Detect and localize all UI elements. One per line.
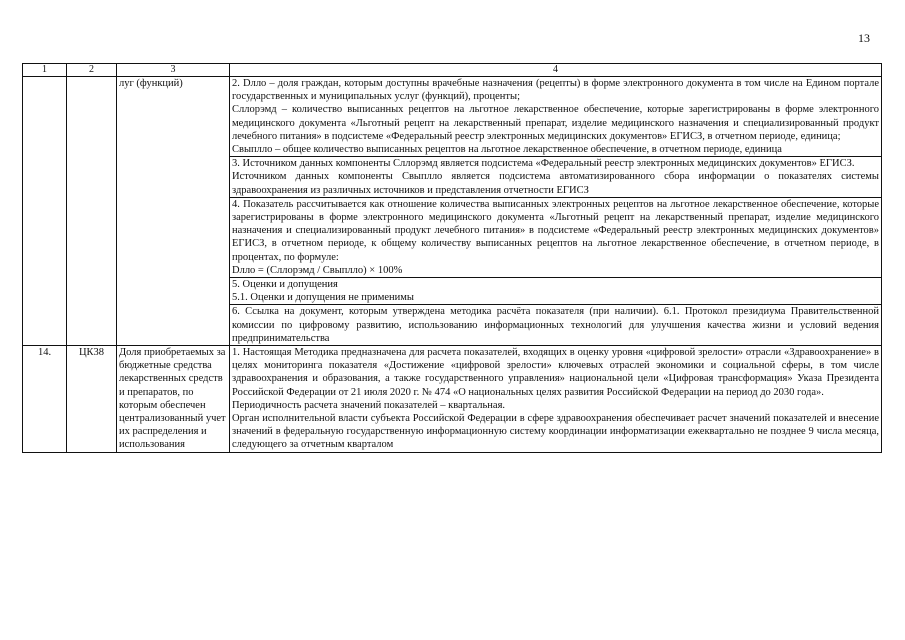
method-cell [230, 346, 882, 453]
method-paragraph: Орган исполнительной власти субъекта Российской Федерации в сфере здравоохранения обеспечивает расчет значений показателей и внесение значений в федеральную государственную информационную систему координации информатизации ежеквартально не позднее 9 числа месяца, следующего за отчетным кварталом [232, 413, 879, 451]
indicator-name-cell [117, 77, 230, 346]
column-header: 1 [23, 64, 67, 77]
number-cell [23, 77, 67, 346]
method-paragraph: Свыплло – общее количество выписанных рецептов на льготное лекарственное обеспечение, в отчетном периоде, единица [232, 144, 782, 156]
table-header-row [23, 64, 882, 77]
method-cell [230, 278, 882, 305]
method-cell [230, 197, 882, 277]
column-header: 3 [117, 64, 230, 77]
indicator-name: Доля приобретаемых за бюджетные средства лекарственных средств и препаратов, по которым обеспечен централизованный учет их распределения и использования [119, 347, 226, 451]
method-cell [230, 305, 882, 346]
indicator-name-continuation: луг (функций) [119, 78, 183, 89]
method-paragraph: Периодичность расчета значений показателей – квартальная. [232, 399, 506, 411]
code-cell: ЦК38 [67, 346, 117, 453]
method-paragraph: 5. Оценки и допущения [232, 279, 338, 291]
method-paragraph: Источником данных компоненты Свыплло является подсистема автоматизированного сбора информации о показателях системы здравоохранения из различных источников и представления отчетности ЕГИСЗ [232, 171, 879, 196]
indicator-name-cell [117, 346, 230, 453]
method-paragraph: Сллорэмд – количество выписанных рецептов на льготное лекарственное обеспечение, которые зарегистрированы в форме электронного медицинского документа «Льготный рецепт на лекарственный препарат, изделие медицинского назначения и специализированный продукт лечебного питания» в подсистеме «Федеральный реестр электронных медицинских документов» ЕГИСЗ, в отчетном периоде, единица; [232, 104, 879, 142]
page-number: 13 [858, 31, 870, 45]
table-row [23, 77, 882, 157]
method-paragraph: 5.1. Оценки и допущения не применимы [232, 292, 414, 304]
method-paragraph: 3. Источником данных компоненты Сллорэмд является подсистема «Федеральный реестр электронных медицинских документов» ЕГИСЗ. [232, 158, 855, 170]
method-paragraph: 2. Dлло – доля граждан, которым доступны врачебные назначения (рецепты) в форме электронного документа в том числе на Едином портале государственных и муниципальных услуг (функций), проценты; [232, 78, 879, 103]
column-header: 2 [67, 64, 117, 77]
method-paragraph: 4. Показатель рассчитывается как отношение количества выписанных электронных рецептов на льготное лекарственное обеспечение, которые зарегистрированы в форме электронного медицинского документа «Льготный рецепт на лекарственный препарат, изделие медицинского назначения и специализированный продукт лечебного питания» в подсистеме «Федеральный реестр электронных медицинских документов» ЕГИСЗ, в отчетном периоде, к общему количеству выписанных рецептов на льготное лекарственное обеспечение, в отчетном периоде, в процентах, по формуле: [232, 198, 879, 263]
code-cell [67, 77, 117, 346]
methodology-table [22, 63, 882, 453]
method-paragraph: 1. Настоящая Методика предназначена для расчета показателей, входящих в оценку уровня «цифровой зрелости» отрасли «Здравоохранение» в целях мониторинга показателя «Достижение «цифровой зрелости» ключевых отраслей экономики и социальной сферы, в том числе здравоохранения и образования, а также государственного управления» национальной цели «Цифровая трансформация» Указа Президента Российской Федерации от 21 июля 2020 г. № 474 «О национальных целях развития Российской Федерации на период до 2030 года». [232, 347, 879, 398]
method-cell [230, 157, 882, 198]
table-row [23, 346, 882, 453]
column-header: 4 [230, 64, 882, 77]
number-cell: 14. [23, 346, 67, 453]
formula: Dлло = (Сллорэмд / Свыплло) × 100% [232, 264, 403, 276]
method-paragraph: 6. Ссылка на документ, которым утверждена методика расчёта показателя (при наличии). 6.1. Протокол президиума Правительственной комиссии по цифровому развитию, использованию информационных технологий для улучшения качества жизни и условий ведения предпринимательства [232, 306, 879, 344]
method-cell [230, 77, 882, 157]
